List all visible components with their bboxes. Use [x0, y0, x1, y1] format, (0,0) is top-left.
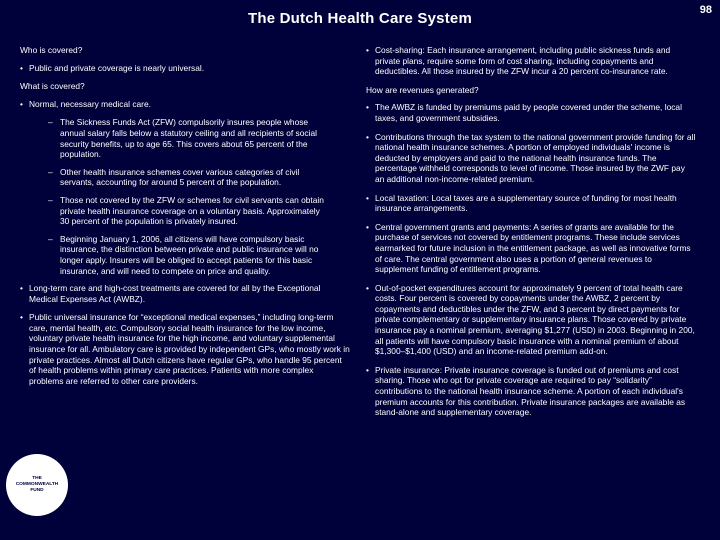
logo-line-3: FUND — [30, 488, 44, 493]
bullet-normal-care: • Normal, necessary medical care. — [20, 99, 350, 110]
question-who-covered: Who is covered? — [20, 45, 83, 55]
question-what-covered: What is covered? — [20, 81, 85, 92]
bullet-tax-contributions: • Contributions through the tax system to the national government provide funding for all national health insurance schemes. A portion of employed individuals' income is deducted by employers and paid to the national health insurance funds. The percentage withheld corresponds to level of income. Those insured by the ZWF pay an additional non-income-related premium. — [366, 132, 696, 185]
question-revenues: How are revenues generated? — [366, 84, 479, 95]
bullet-coverage-universal: • Public and private coverage is nearly universal. — [20, 63, 350, 74]
subbullet-civil-servants: – Other health insurance schemes cover various categories of civil servants, accounting for around 5 percent of the population. — [48, 167, 325, 188]
left-column — [20, 45, 350, 394]
bullet-awbz-funding: • The AWBZ is funded by premiums paid by people covered under the scheme, local taxes, and government subsidies. — [366, 102, 696, 123]
bullet-cost-sharing: • Cost-sharing: Each insurance arrangement, including public sickness funds and private plans, require some form of cost sharing, including copayments and deductibles. All those insured by the ZFW incur a 20 percent co-insurance rate. — [366, 45, 696, 77]
bullet-private-insurance: • Private insurance: Private insurance coverage is funded out of premiums and cost sharing. Those who opt for private coverage are required to pay “solidarity” contributions to the national health insurance scheme. A portion of each individual's premium accounts for this contribution. Private insurance packages are available as stand-alone and supplementary coverage. — [366, 365, 696, 418]
commonwealth-fund-logo — [6, 454, 68, 516]
logo-line-1: THE — [32, 476, 42, 481]
subbullet-zfw: – The Sickness Funds Act (ZFW) compulsorily insures people whose annual salary falls below a statutory ceiling and all recipients of social security benefits, up to age 65. This covers about 65 percent of the population. — [48, 117, 325, 159]
slide-title: The Dutch Health Care System — [248, 10, 472, 27]
logo-line-2: COMMONWEALTH — [15, 482, 59, 487]
right-column — [366, 45, 696, 426]
subbullet-2006-reform: – Beginning January 1, 2006, all citizens will have compulsory basic insurance, the distinction between private and public insurance will no longer apply. Insurers will be obliged to accept patients for this basic insurance, and will need to compete on price and quality. — [48, 234, 325, 276]
bullet-government-grants: • Central government grants and payments: A series of grants are available for the purchase of services not covered by entitlement programs. These include services earmarked for future inclusion in the entitlement package, as well as innovative forms of care. The central government also uses a portion of general revenues to supplement funding of entitlement programs. — [366, 222, 696, 275]
page-number: 98 — [699, 4, 712, 16]
bullet-public-universal: • Public universal insurance for “exceptional medical expenses,” including long-term care, mental health, etc. Compulsory social health insurance for the low income, voluntary private health insurance for the high income, and voluntary supplemental insurance for all. Ambulatory care is provided by independent GPs, who mostly work in private practices. Almost all Dutch citizens have regular GPs, who handle 95 percent of health problems within primary care practices. Patients with more complex problems are referred to other care providers. — [20, 312, 350, 386]
bullet-awbz-long-term: • Long-term care and high-cost treatments are covered for all by the Exceptional Medical Expenses Act (AWBZ). — [20, 283, 350, 304]
subbullet-private-insurance: – Those not covered by the ZFW or schemes for civil servants can obtain private health insurance coverage on a voluntary basis. Approximately 30 percent of the population is privately insured. — [48, 195, 325, 227]
bullet-out-of-pocket: • Out-of-pocket expenditures account for approximately 9 percent of total health care costs. Four percent is covered by copayments under the AWBZ, 2 percent by copayments and deductibles under the ZFW, and 3 percent by direct payments for private complementary or supplementary insurance plans. Those covered by private insurance pay a nominal premium, averaging $1,277 (USD) in 2003. Beginning in 200, all patients will have compulsory basic insurance with a nominal premium of about $1,300–$1,400 (USD) and an income-related premium add-on. — [366, 283, 696, 357]
bullet-local-taxation: • Local taxation: Local taxes are a supplementary source of funding for most health insurance arrangements. — [366, 193, 696, 214]
